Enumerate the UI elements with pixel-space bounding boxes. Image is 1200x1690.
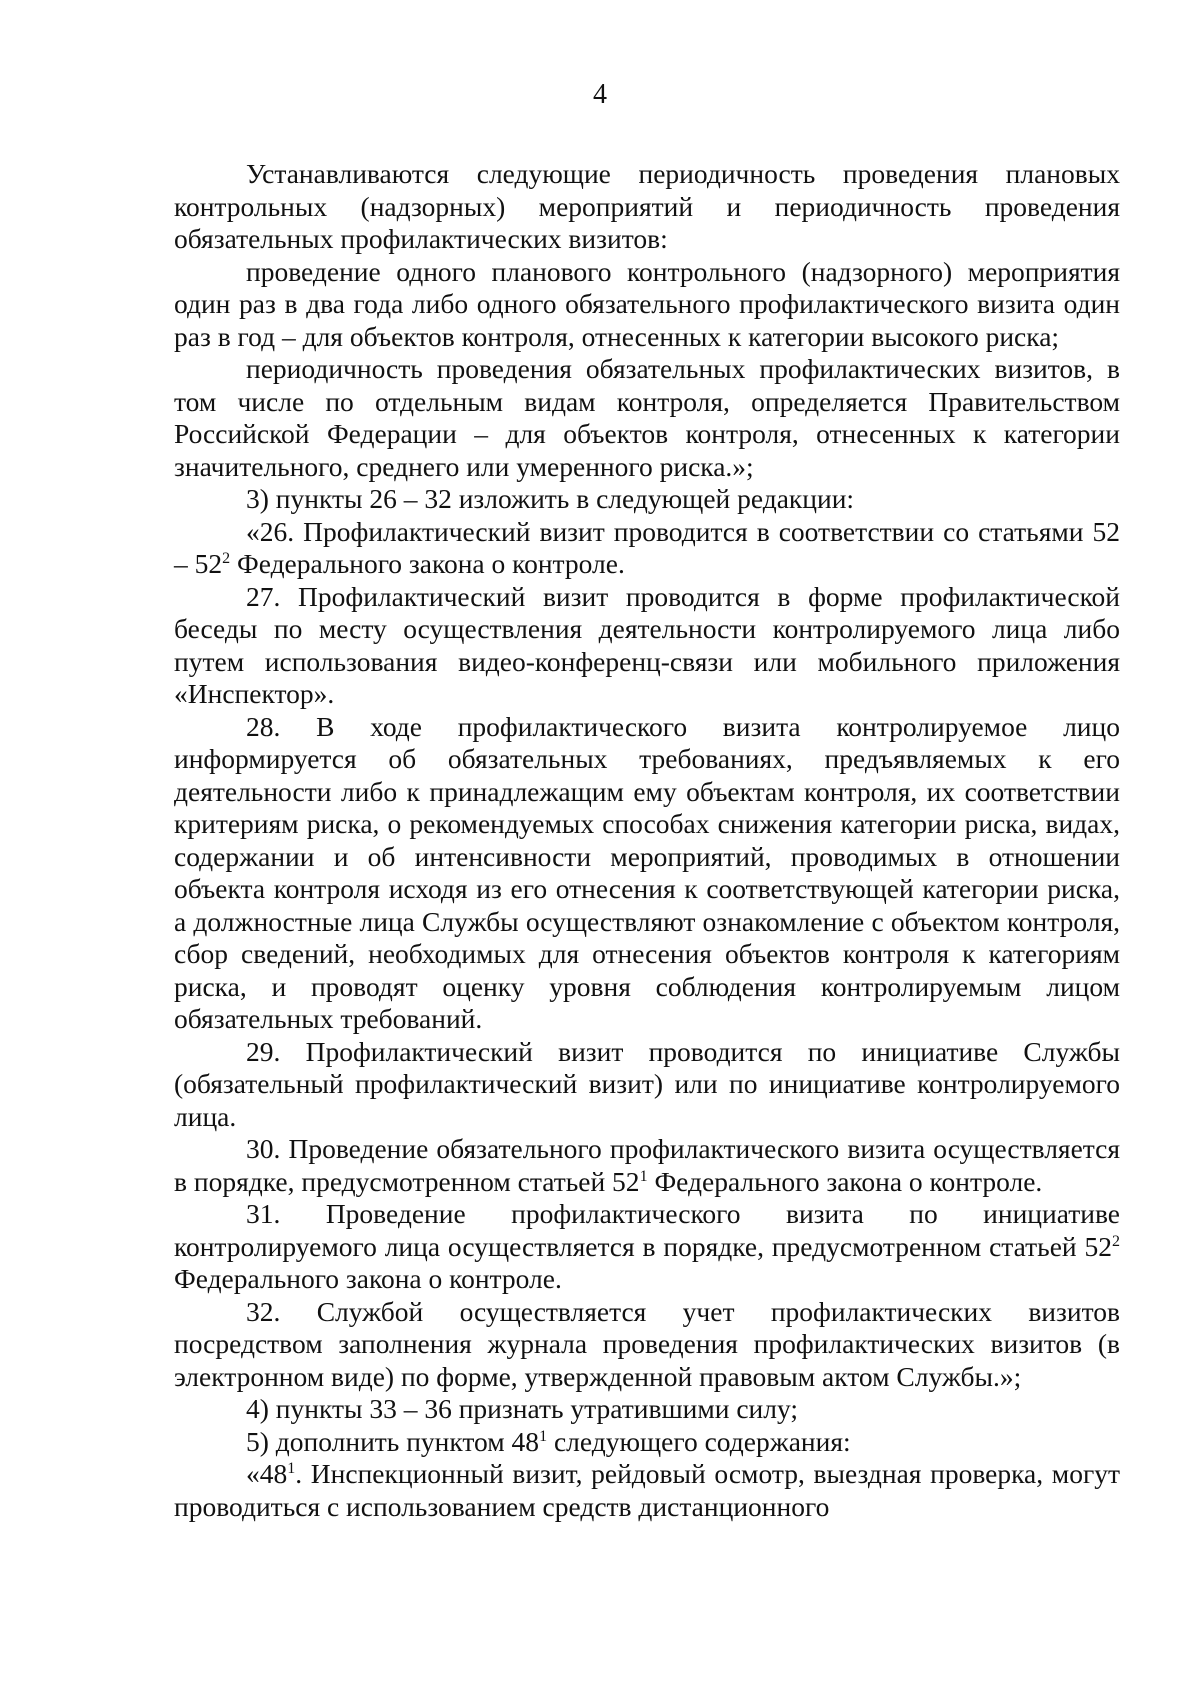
superscript: 2	[222, 549, 231, 567]
paragraph-amend-48-1	[174, 1426, 1120, 1459]
paragraph-amend-33-36: 4) пункты 33 – 36 признать утратившими силу;	[246, 1393, 799, 1424]
paragraph-text: «26. Профилактический визит проводится в соответствии со статьями 52 – 52	[174, 515, 1120, 579]
paragraph-text: Федерального закона о контроле.	[647, 1165, 1043, 1197]
paragraph-item-31	[174, 1198, 1120, 1296]
paragraph-other-risk: периодичность проведения обязательных профилактических визитов, в том числе по отдельным видам контроля, определяется Правительством Российской Федерации – для объектов контроля, отнесенных к категории значительного, среднего или умеренного риска.»;	[174, 353, 1120, 482]
paragraph-text: 31. Проведение профилактического визита по инициативе контролируемого лица осуществляется в порядке, предусмотренном статьей 52	[174, 1198, 1120, 1262]
paragraph-text: Федерального закона о контроле.	[174, 1263, 562, 1294]
paragraph-item-48-1	[174, 1458, 1120, 1523]
paragraph-item-26	[174, 516, 1120, 581]
paragraph-text: Федерального закона о контроле.	[230, 548, 625, 579]
superscript: 2	[1112, 1232, 1120, 1250]
superscript: 1	[287, 1459, 296, 1477]
paragraph-item-27: 27. Профилактический визит проводится в форме профилактической беседы по месту осуществления деятельности контролируемого лица либо путем использования видео-конференц-связи или мобильного приложения «Инспектор».	[174, 580, 1120, 709]
paragraph-item-30	[174, 1133, 1120, 1198]
paragraph-text: 30. Проведение обязательного профилактического визита осуществляется в порядке, предусмотренном статьей 52	[174, 1133, 1120, 1197]
paragraph-text: «48	[246, 1458, 288, 1489]
paragraph-item-32: 32. Службой осуществляется учет профилактических визитов посредством заполнения журнала проведения профилактических визитов (в электронном виде) по форме, утвержденной правовым актом Службы.»;	[174, 1295, 1120, 1392]
paragraph-text: . Инспекционный визит, рейдовый осмотр, выездная проверка, могут проводиться с использованием средств дистанционного	[174, 1458, 1120, 1522]
paragraph-item-28: 28. В ходе профилактического визита контролируемое лицо информируется об обязательных требованиях, предъявляемых к его деятельности либо к принадлежащим ему объектам контроля, их соответствии критериям риска, о рекомендуемых способах снижения категории риска, видах, содержании и об интенсивности мероприятий, проводимых в отношении объекта контроля исходя из его отнесения к соответствующей категории риска, а должностные лица Службы осуществляют ознакомление с объектом контроля, сбор сведений, необходимых для отнесения объектов контроля к категориям риска, и проводят оценку уровня соблюдения контролируемым лицом обязательных требований.	[174, 710, 1120, 1034]
superscript: 1	[639, 1167, 648, 1185]
superscript: 1	[539, 1427, 548, 1445]
paragraph-text: 5) дополнить пунктом 48	[246, 1425, 540, 1457]
page-number: 4	[593, 79, 607, 110]
paragraph-high-risk: проведение одного планового контрольного (надзорного) мероприятия один раз в два года либо одного обязательного профилактического визита один раз в год – для объектов контроля, отнесенных к категории высокого риска;	[174, 255, 1120, 352]
paragraph-text: следующего содержания:	[547, 1425, 851, 1457]
paragraph-intro: Устанавливаются следующие периодичность проведения плановых контрольных (надзорных) мероприятий и периодичность проведения обязательных профилактических визитов:	[174, 158, 1120, 254]
paragraph-item-29: 29. Профилактический визит проводится по инициативе Службы (обязательный профилактический визит) или по инициативе контролируемого лица.	[174, 1035, 1120, 1132]
document-body	[174, 158, 1120, 1523]
paragraph-amend-26-32: 3) пункты 26 – 32 изложить в следующей редакции:	[246, 483, 855, 514]
